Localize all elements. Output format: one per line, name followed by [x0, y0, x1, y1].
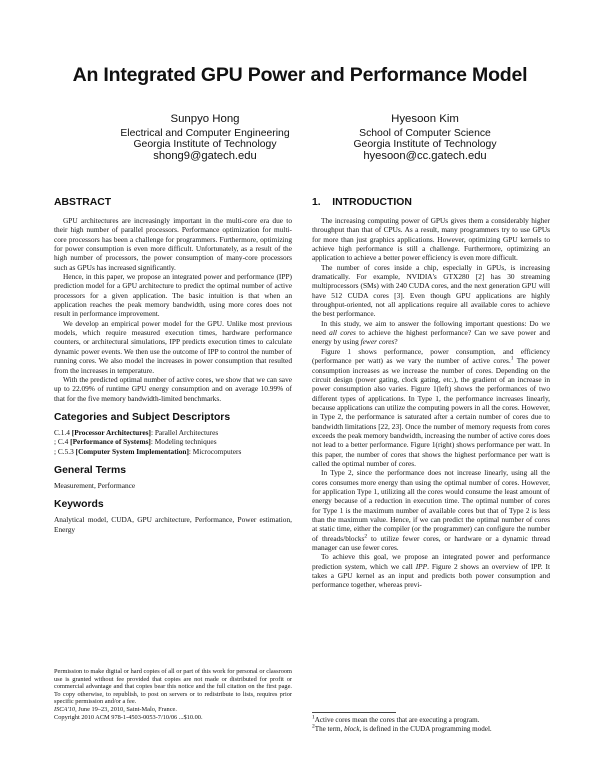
paper-title: An Integrated GPU Power and Performance Model	[72, 64, 528, 86]
footnote: $^2$The term, block, is defined in the CUDA programming model.	[312, 723, 492, 733]
categories-list	[54, 428, 292, 456]
footnotes	[312, 716, 550, 734]
keywords-heading: Keywords	[54, 499, 104, 511]
author-block-2	[325, 114, 525, 162]
intro-paragraph: The number of cores inside a chip, especially in GPUs, is increasing dramatically. For example, NVIDIA's GTX280 [2] has 30 streaming multiprocessors (SMs) with 240 CUDA cores, and the next generation GPU will have 512 CUDA cores [3]. Even though GPU applications are highly throughput-oriented, not all applications require all available cores to achieve the best performance.	[312, 262, 550, 319]
author-org: Georgia Institute of Technology	[353, 139, 497, 151]
copyright-line: Copyright 2010 ACM 978-1-4503-0053-7/10/06 ...$10.00.	[54, 713, 203, 721]
footnote-divider	[312, 712, 396, 713]
left-column	[54, 197, 292, 534]
right-column	[312, 197, 550, 590]
author-dept: School of Computer Science	[359, 127, 491, 139]
venue-line: ISCA'10, June 19–23, 2010, Saint-Malo, France.	[54, 705, 177, 713]
categories-heading: Categories and Subject Descriptors	[54, 411, 231, 423]
category-item: ; C.5.3 [Computer System Implementation]: Microcomputers	[54, 446, 242, 456]
abstract-paragraph: With the predicted optimal number of active cores, we show that we can save up to 22.09% of runtime GPU energy consumption and on average 10.99% of that for the five memory bandwidth-limited benchmarks.	[54, 374, 292, 403]
introduction-heading: 1. INTRODUCTION	[312, 197, 412, 208]
category-item: C.1.4 [Processor Architectures]: Parallel Architectures	[54, 427, 219, 437]
category-item: ; C.4 [Performance of Systems]: Modeling techniques	[54, 437, 217, 447]
author-name: Hyesoon Kim	[391, 113, 459, 125]
intro-paragraph: To achieve this goal, we propose an integrated power and performance prediction system, which we call IPP. Figure 2 shows an overview of IPP. It takes a GPU kernel as an input and predicts both power consumption and performance together, whereas previ-	[312, 552, 550, 590]
permission-notice	[54, 668, 292, 721]
intro-paragraph: Figure 1 shows performance, power consumption, and efficiency (performance per watt) as we vary the number of active cores.$^1$ The power consumption increases as we increase the number of cores. Depending on the circuit design (power gating, clock gating, etc.), the gradient of an increase in power consumption also varies. Figure 1(left) shows the performances of two different types of applications. In Type 1, the performance increases linearly, because applications can utilize the computing powers in all the cores. However, in Type 2, the performance is saturated after a certain number of cores due to bandwidth limitations [22, 23]. Once the number of memory requests from cores exceeds the peak memory bandwidth, increasing the number of active cores does not lead to a better performance. Figure 1(right) shows performance per watt. In this paper, the number of cores that shows the highest performance per watt is called the optimal number of cores.	[312, 346, 550, 468]
author-name: Sunpyo Hong	[170, 113, 240, 125]
intro-paragraph: In this study, we aim to answer the following important questions: Do we need all cores to achieve the highest performance? Can we save power and energy by using fewer cores?	[312, 318, 550, 347]
author-org: Georgia Institute of Technology	[133, 139, 277, 151]
intro-paragraph: In Type 2, since the performance does not increase linearly, using all the cores consumes more energy than using the optimal number of cores. However, for application Type 1, utilizing all the cores would consume the least amount of energy because of a reduction in execution time. The optimal number of cores for Type 1 is the maximum number of available cores but that of Type 2 is less than the maximum value. Hence, if we can predict the optimal number of cores at static time, either the compiler (or the programmer) can configure the number of threads/blocks$^2$ to utilize fewer cores, or hardware or a dynamic thread manager can use fewer cores.	[312, 468, 550, 553]
keywords-text: Analytical model, CUDA, GPU architecture, Performance, Power estimation, Energy	[54, 515, 292, 534]
footnote: $^1$Active cores mean the cores that are executing a program.	[312, 714, 480, 724]
abstract-heading: ABSTRACT	[54, 197, 112, 208]
abstract-paragraph: GPU architectures are increasingly important in the multi-core era due to their high number of parallel processors. Performance optimization for multi-core processors has been a challenge for programmers. Furthermore, optimizing for power consumption is even more difficult. Unfortunately, as a result of the high number of processors, the power consumption of many-core processors such as GPUs has increased significantly.	[54, 216, 292, 272]
abstract-paragraph: Hence, in this paper, we propose an integrated power and performance (IPP) prediction model for a GPU architecture to predict the optimal number of active processors for a given application. The basic intuition is that when an application reaches the peak memory bandwidth, using more cores does not result in performance improvement.	[54, 272, 292, 319]
abstract-paragraph: We develop an empirical power model for the GPU. Unlike most previous models, which require measured execution times, hardware performance counters, or architectural simulations, IPP predicts execution times to calculate dynamic power events. We then use the outcome of IPP to control the number of running cores. We also model the increases in power consumption that resulted from the increases in temperature.	[54, 318, 292, 375]
author-dept: Electrical and Computer Engineering	[120, 127, 290, 139]
permission-text: Permission to make digital or hard copies of all or part of this work for personal or classroom use is granted without fee provided that copies are not made or distributed for profit or commercial advantage and that copies bear this notice and the full citation on the first page. To copy otherwise, to republish, to post on servers or to redistribute to lists, requires prior specific permission and/or a fee.	[54, 668, 292, 706]
intro-paragraph: The increasing computing power of GPUs gives them a considerably higher throughput than that of CPUs. As a result, many programmers try to use GPUs for more than just graphics applications. However, optimizing GPU kernels to achieve high performance is still a challenge. Furthermore, optimizing an application to achieve a better power efficiency is even more difficult.	[312, 216, 550, 263]
author-block-1	[105, 114, 305, 162]
general-terms-text: Measurement, Performance	[54, 480, 136, 490]
author-email: shong9@gatech.edu	[153, 149, 257, 162]
general-terms-heading: General Terms	[54, 464, 126, 476]
author-email: hyesoon@cc.gatech.edu	[363, 149, 487, 162]
